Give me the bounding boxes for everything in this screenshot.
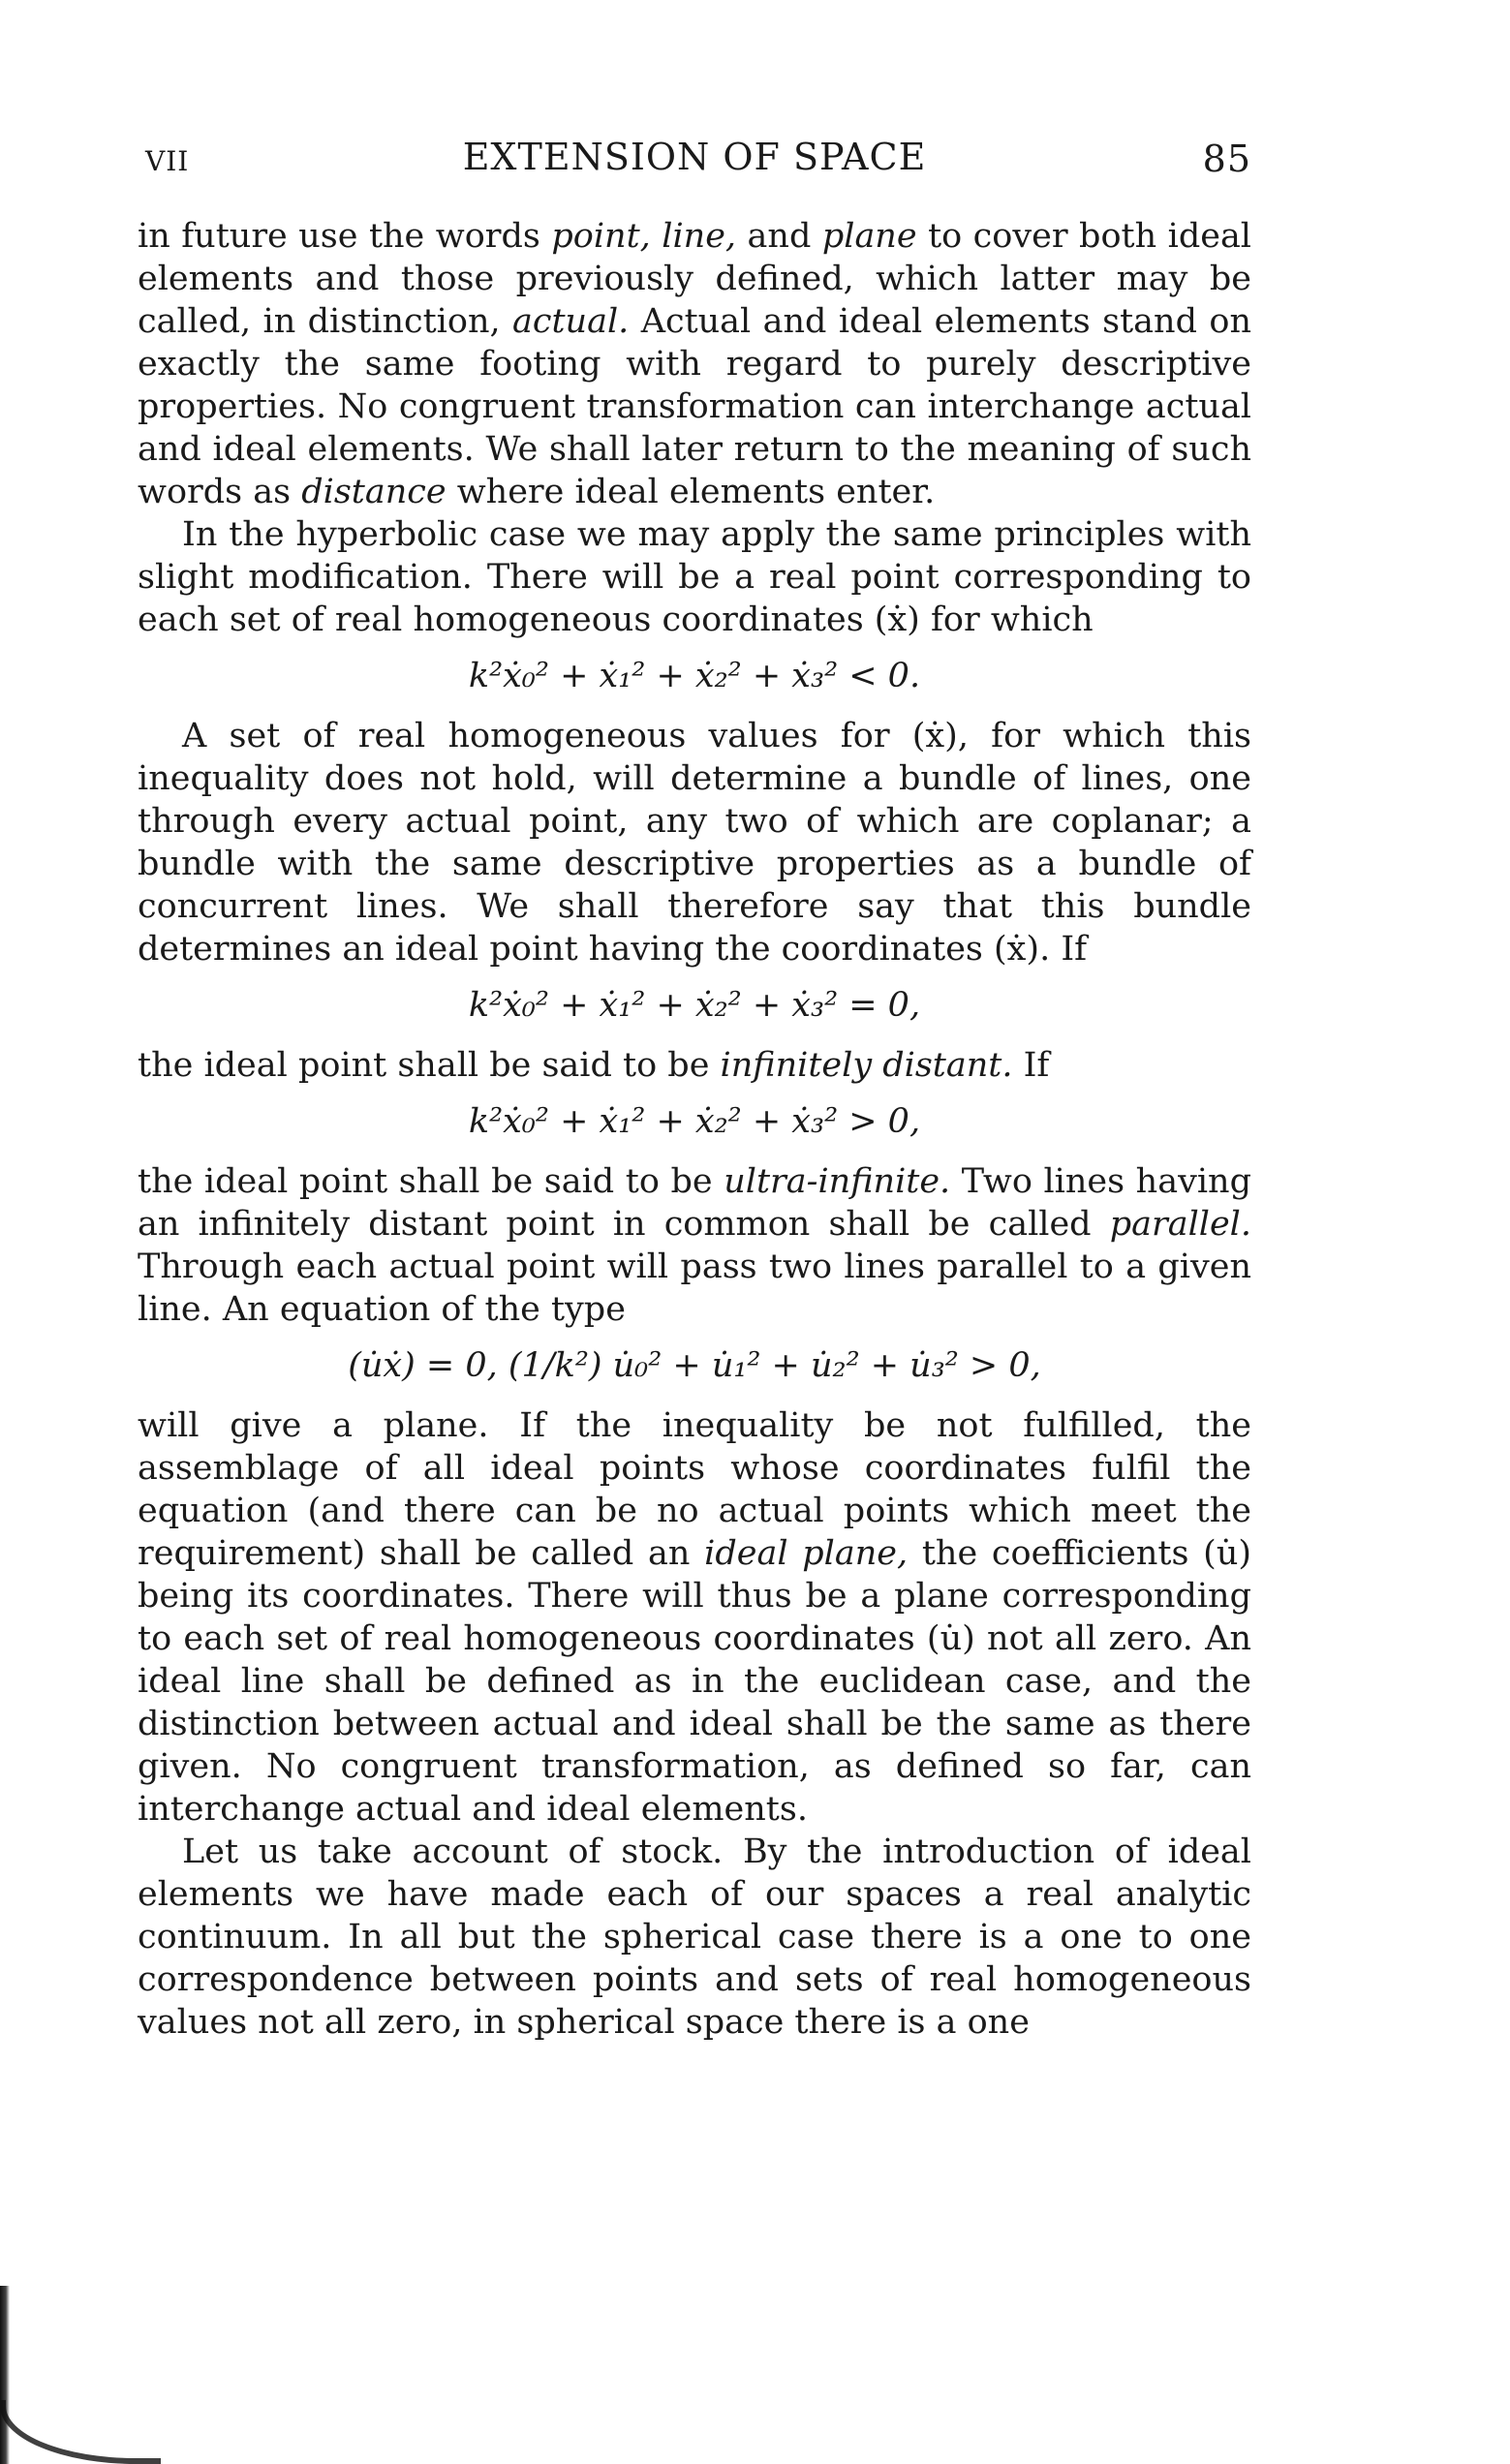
emphasis-infinitely-distant: infinitely distant. (720, 1046, 1013, 1085)
paragraph-ideal-plane: will give a plane. If the inequality be not fulfilled, the assemblage of all ideal points whose coordinates fulfil the equation (and there can be no actual points which meet the requirement) shall be called an ideal plane, the coefficients (u̇) being its coordinates. There will thus be a plane corresponding to each set of real homogeneous coordinates (u̇) not all zero. An ideal line shall be defined as in the euclidean case, and the distinction between actual and ideal shall be the same as there given. No congruent transformation, as defined so far, can interchange actual and ideal elements. (138, 1406, 1252, 1829)
paragraph-actual-ideal: in future use the words point, line, and plane to cover both ideal elements and those previously defined, which latter may be called, in distinction, actual. Actual and ideal elements stand on exactly the same footing with regard to purely descriptive properties. No congruent transformation can interchange actual and ideal elements. We shall later return to the meaning of such words as distance where ideal elements enter. (138, 217, 1251, 511)
emphasis-point: point, (551, 217, 663, 256)
running-head: EXTENSION OF SPACE (462, 136, 927, 178)
equation-real-point: k²ẋ₀² + ẋ₁² + ẋ₂² + ẋ₃² < 0. (468, 657, 921, 695)
page-number: 85 (1202, 138, 1251, 180)
page-body (138, 215, 1251, 2044)
page-header (138, 136, 1251, 180)
emphasis-line: line, (662, 217, 737, 256)
paragraph-ultra-infinite: the ideal point shall be said to be ultra-infinite. Two lines having an infinitely distant point in common shall be called parallel. Through each actual point will pass two lines parallel to a given line. An equation of the type (138, 1162, 1252, 1329)
paragraph-hyperbolic: In the hyperbolic case we may apply the same principles with slight modification. There will be a real point corresponding to each set of real homogeneous coordinates (ẋ) for which (138, 515, 1251, 639)
emphasis-ideal-plane: ideal plane, (704, 1534, 909, 1573)
chapter-number: VII (145, 145, 190, 177)
equation-ultra-infinite: k²ẋ₀² + ẋ₁² + ẋ₂² + ẋ₃² > 0, (468, 1102, 921, 1141)
emphasis-distance: distance (301, 473, 447, 511)
paragraph-infinitely-distant: the ideal point shall be said to be infinitely distant. If (138, 1046, 1050, 1085)
emphasis-plane: plane (821, 217, 917, 256)
paragraph-account-of-stock: Let us take account of stock. By the introduction of ideal elements we have made each of our spaces a real analytic continuum. In all but the spherical case there is a one to one correspondence between points and sets of real homogeneous values not all zero, in spherical space there is a one (138, 1833, 1251, 2042)
emphasis-actual: actual. (512, 302, 630, 341)
emphasis-ultra-infinite: ultra-infinite. (724, 1162, 951, 1201)
equation-plane: (u̇ẋ) = 0, (1/k²) u̇₀² + u̇₁² + u̇₂² + u̇₃² > 0, (348, 1346, 1041, 1385)
equation-infinitely-distant: k²ẋ₀² + ẋ₁² + ẋ₂² + ẋ₃² = 0, (468, 986, 921, 1025)
scan-edge-shadow (0, 2286, 10, 2464)
emphasis-parallel: parallel. (1109, 1205, 1251, 1244)
scan-corner-curve (0, 2400, 161, 2464)
paragraph-ideal-point: A set of real homogeneous values for (ẋ), for which this inequality does not hold, will determine a bundle of lines, one through every actual point, any two of which are coplanar; a bundle with the same descriptive properties as a bundle of concurrent lines. We shall therefore say that this bundle determines an ideal point having the coordinates (ẋ). If (138, 717, 1251, 969)
